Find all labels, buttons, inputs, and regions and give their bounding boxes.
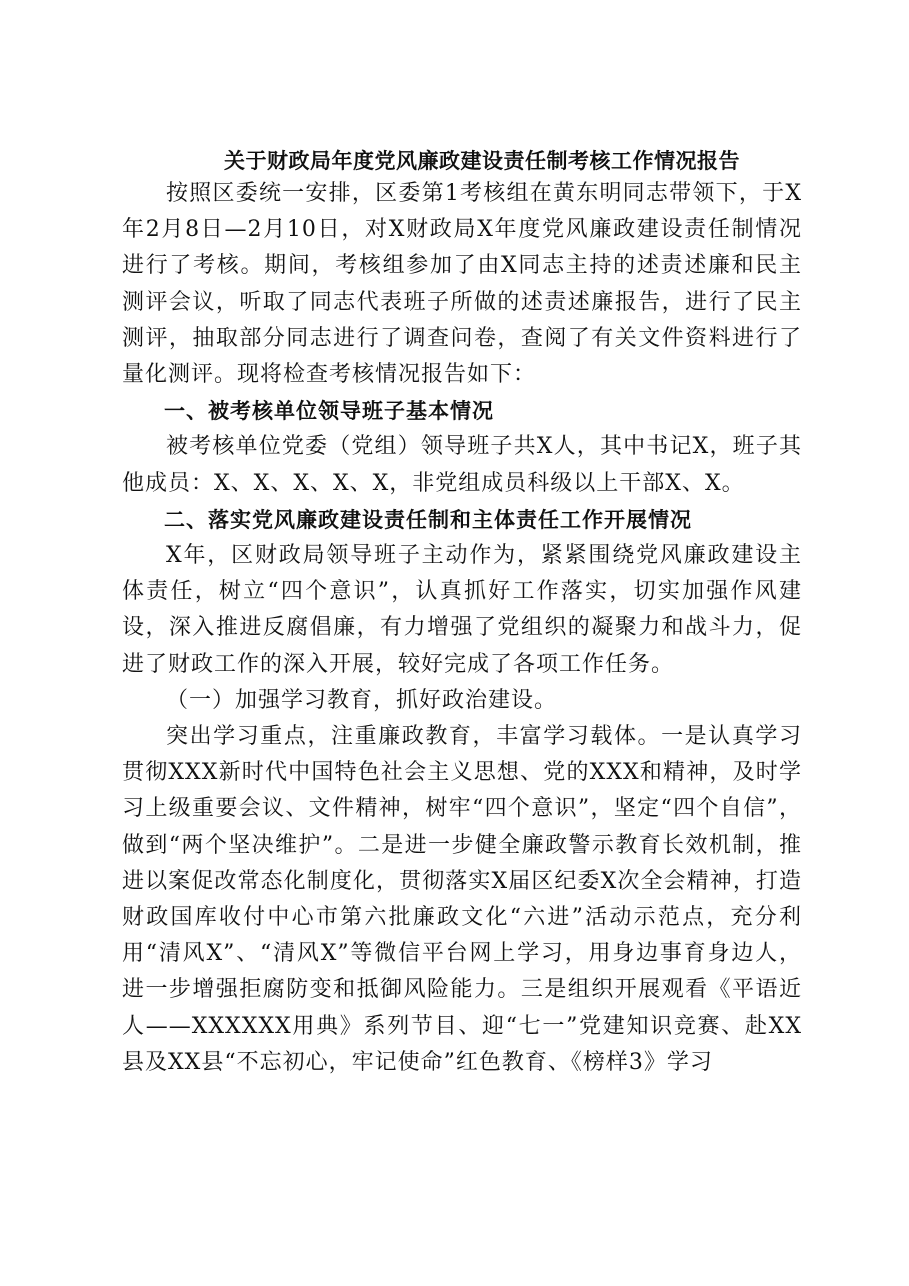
paragraph-intro: 按照区委统一安排，区委第1考核组在黄东明同志带领下，于X年2月8日—2月10日，对X财政局X年度党风廉政建设责任制情况进行了考核。期间，考核组参加了由X同志主持的述责述廉和民主测评会议，听取了同志代表班子所做的述责述廉报告，进行了民主测评，抽取部分同志进行了调查问卷，查阅了有关文件资料进行了量化测评。现将检查考核情况报告如下： [122,181,802,388]
paragraph-overview: X年，区财政局领导班子主动作为，紧紧围绕党风廉政建设主体责任，树立“四个意识”，认真抓好工作落实，切实加强作风建设，深入推进反腐倡廉，有力增强了党组织的凝聚力和战斗力，促进了财政工作的深入开展，较好完成了各项工作任务。 [122,543,802,677]
subsection-heading-1: （一）加强学习教育，抓好政治建设。 [166,687,558,713]
paragraph-study: 突出学习重点，注重廉政教育，丰富学习载体。一是认真学习贯彻XXX新时代中国特色社会主义思想、党的XXX和精神，及时学习上级重要会议、文件精神，树牢“四个意识”，坚定“四个自信”，做到“两个坚决维护”。二是进一步健全廉政警示教育长效机制，推进以案促改常态化制度化，贯彻落实X届区纪委X次全会精神，打造财政国库收付中心市第六批廉政文化“六进”活动示范点，充分利用“清风X”、“清风X”等微信平台网上学习，用身边事育身边人，进一步增强拒腐防变和抵御风险能力。三是组织开展观看《平语近人——XXXXXX用典》系列节目、迎“七一”党建知识竞赛、赴XX县及XX县“不忘初心，牢记使命”红色教育、《榜样3》学习 [122,724,802,1075]
document-title: 关于财政局年度党风廉政建设责任制考核工作情况报告 [224,149,740,173]
paragraph-leadership: 被考核单位党委（党组）领导班子共X人，其中书记X，班子其他成员：X、X、X、X、X，非党组成员科级以上干部X、X。 [122,434,802,496]
section-heading-2: 二、落实党风廉政建设责任制和主体责任工作开展情况 [164,507,692,532]
section-heading-1: 一、被考核单位领导班子基本情况 [164,399,494,424]
document-body [122,146,802,1081]
